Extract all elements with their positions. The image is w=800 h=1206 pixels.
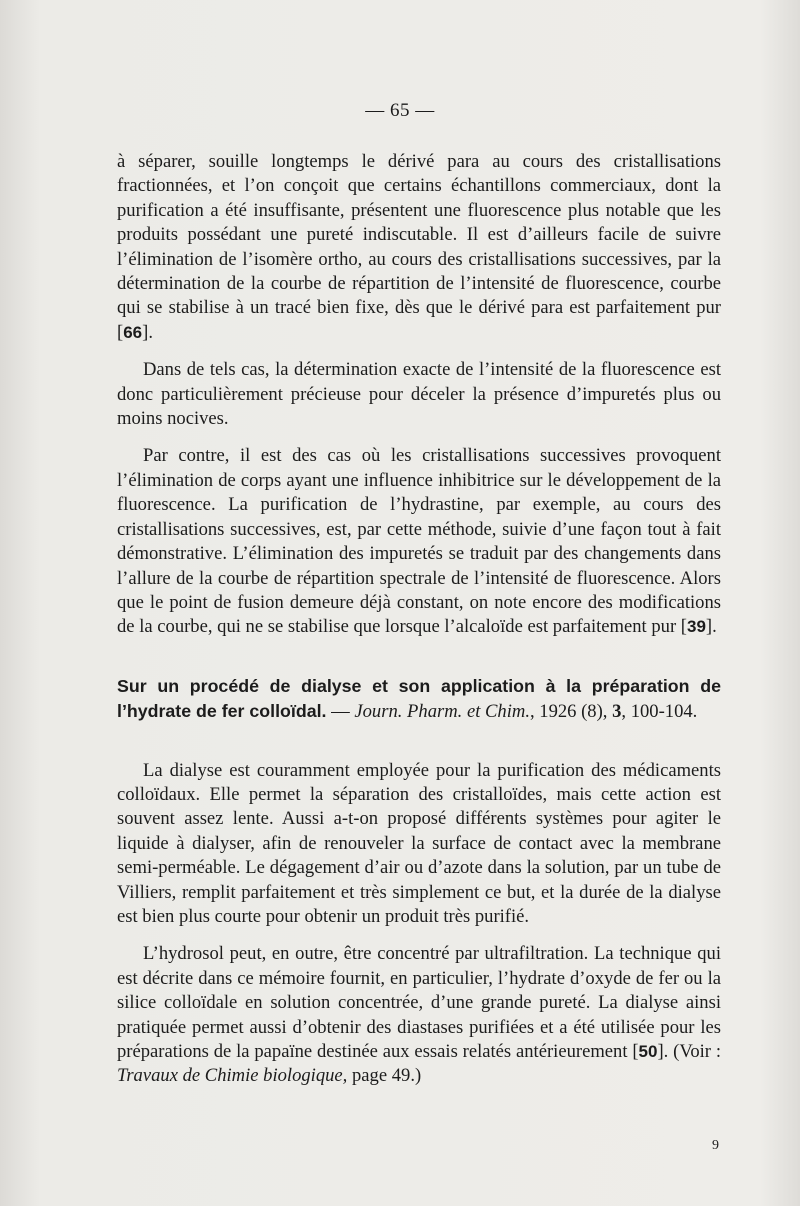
journal-name: Journ. Pharm. et Chim.	[354, 701, 530, 723]
journal-year: , 1926 (8),	[529, 701, 613, 723]
paragraph-2: Dans de tels cas, la détermination exacte de l’intensité de la fluorescence est donc particulièrement précieuse pour déceler la présence d’impuretés plus ou moins nocives.	[117, 359, 721, 430]
cited-work: Travaux de Chimie biologique,	[117, 1065, 348, 1087]
paragraph-5	[117, 942, 721, 1088]
reference-66: 66	[123, 322, 143, 342]
paragraph-1-end: ].	[142, 321, 153, 343]
section-title: Sur un procédé de dialyse et son application à la préparation de l’hydrate de fer colloïdal.	[117, 675, 721, 722]
paragraph-3-end: ].	[705, 616, 717, 638]
section-heading	[117, 674, 721, 725]
paragraph-5-mid: ]. (Voir :	[657, 1041, 721, 1062]
journal-volume: 3	[612, 701, 622, 723]
paragraph-1-text: à séparer, souille longtemps le dérivé para au cours des cristallisations fractionnées, et l’on conçoit que certains échantillons commerciaux, dont la purification a été insuffisante, présentent une fluorescence plus notable que les produits possédant une pureté indiscutable. Il est d’ailleurs facile de suivre l’élimination de l’isomère ortho, au cours des cristallisations successives, par la détermination de la courbe de répartition de l’intensité de fluorescence, courbe qui se stabilise à un tracé bien fixe, dès que le dérivé para est parfaitement pur [	[117, 151, 721, 343]
body-text	[117, 150, 721, 1102]
paragraph-3	[117, 444, 721, 639]
paragraph-3-text: Par contre, il est des cas où les cristallisations successives provoquent l’élimination de corps ayant une influence inhibitrice sur le développement de la fluorescence. La purification de l’hydrastine, par exemple, au cours des cristallisations successives, est, par cette méthode, suivie d’une façon tout à fait démonstrative. L’élimination des impuretés se traduit par des changements dans l’allure de la courbe de répartition spectrale de l’intensité de fluorescence. Alors que le point de fusion demeure déjà constant, on note encore des modifications de la courbe, qui ne se stabilise que lorsque l’alcaloïde est parfaitement pur [	[117, 445, 721, 638]
paragraph-5-text: L’hydrosol peut, en outre, être concentré par ultrafiltration. La technique qui est décrite dans ce mémoire fournit, en particulier, l’hydrate d’oxyde de fer ou la silice colloïdale en solution concentrée, d’une grande pureté. La dialyse ainsi pratiquée permet aussi d’obtenir des diastases purifiées et a été utilisée pour les préparations de la papaïne destinée aux essais relatés antérieurement [	[117, 943, 721, 1062]
page-number: — 65 —	[365, 100, 435, 121]
folio-number: 9	[712, 1138, 719, 1153]
reference-50: 50	[638, 1042, 658, 1061]
reference-39: 39	[687, 617, 706, 637]
heading-dash: —	[326, 701, 355, 723]
journal-pages: , 100-104.	[621, 701, 698, 723]
paragraph-1	[117, 150, 721, 345]
paragraph-4: La dialyse est couramment employée pour la purification des médicaments colloïdaux. Elle permet la séparation des cristalloïdes, mais cette action est souvent assez lente. Aussi a-t-on proposé différents systèmes pour agiter le liquide à dialyser, afin de renouveler la surface de contact avec la membrane semi-perméable. Le dégagement d’air ou d’azote dans la solution, par un tube de Villiers, remplit parfaitement et très simplement ce but, et la durée de la dialyse est bien plus courte pour obtenir un produit très purifié.	[117, 759, 721, 927]
paragraph-5-end: page 49.)	[347, 1065, 422, 1087]
